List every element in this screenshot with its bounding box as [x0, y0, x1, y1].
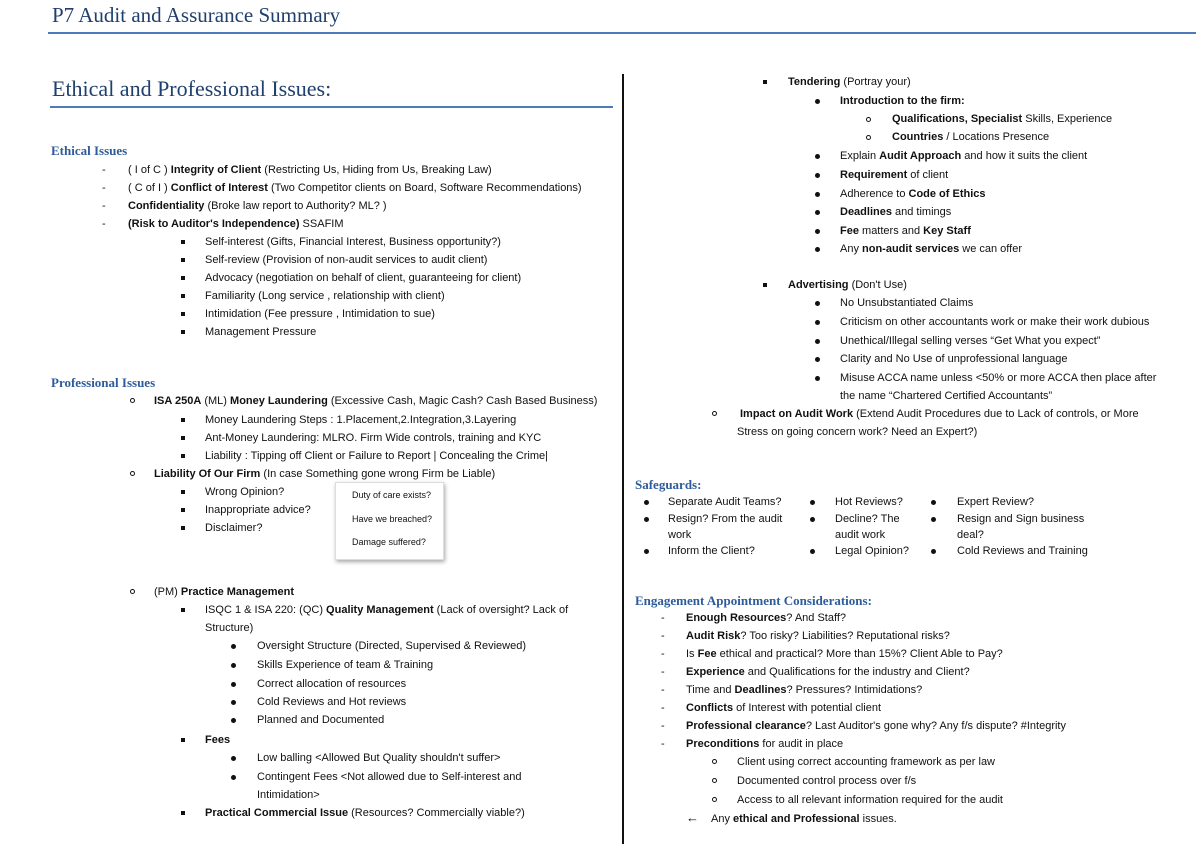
practice-management-item: (PM) Practice Management — [154, 586, 294, 598]
dot-bullet — [815, 154, 820, 159]
advertising-subitem: No Unsubstantiated Claims — [840, 297, 974, 309]
ethical-item: Confidentiality (Broke law report to Authority? ML? ) — [128, 200, 387, 212]
ethical-item: ( C of I ) Conflict of Interest (Two Competitor clients on Board, Software Recommendations) — [128, 182, 582, 194]
square-bullet — [181, 526, 185, 530]
engagement-item: Time and Deadlines? Pressures? Intimidations? — [686, 684, 923, 696]
dot-bullet — [815, 339, 820, 344]
dash-marker: - — [102, 164, 106, 176]
dot-bullet — [231, 663, 236, 668]
dot-bullet — [931, 549, 936, 554]
dot-bullet — [231, 718, 236, 723]
tendering-subitem: Any non-audit services we can offer — [840, 243, 1022, 255]
dash-marker: - — [661, 702, 665, 714]
isqc-item: ISQC 1 & ISA 220: (QC) Quality Management (Lack of oversight? Lack of — [205, 604, 569, 616]
isqc-subitem: Oversight Structure (Directed, Supervised & Reviewed) — [257, 640, 526, 652]
safeguard-item-continued: deal? — [957, 529, 984, 541]
dot-bullet — [815, 301, 820, 306]
liability-item: Liability Of Our Firm (In case Something gone wrong Firm be Liable) — [154, 468, 496, 480]
square-bullet — [181, 258, 185, 262]
threat-item: Intimidation (Fee pressure , Intimidation to sue) — [205, 308, 435, 320]
isqc-item-continued: Structure) — [205, 622, 254, 634]
dash-marker: - — [661, 684, 665, 696]
isqc-subitem: Correct allocation of resources — [257, 678, 407, 690]
precondition-item: Client using correct accounting framework as per law — [737, 756, 996, 768]
safeguard-item: Legal Opinion? — [835, 545, 910, 557]
square-bullet — [181, 454, 185, 458]
dash-marker: - — [661, 720, 665, 732]
dot-bullet — [810, 549, 815, 554]
engagement-last-item: Any ethical and Professional issues. — [711, 813, 897, 825]
tendering-subitem: Requirement of client — [840, 169, 949, 181]
square-bullet — [181, 490, 185, 494]
dash-marker: - — [661, 738, 665, 750]
safeguards-heading: Safeguards: — [635, 477, 702, 492]
safeguard-item: Expert Review? — [957, 496, 1035, 508]
impact-item-continued: Stress on going concern work? Need an Expert?) — [737, 426, 978, 438]
threat-item: Self-review (Provision of non-audit services to audit client) — [205, 254, 488, 266]
tendering-intro: Introduction to the firm: — [840, 95, 965, 107]
left-arrow-icon: ← — [686, 810, 699, 825]
safeguard-item: Hot Reviews? — [835, 496, 903, 508]
safeguard-item: Separate Audit Teams? — [668, 496, 782, 508]
square-bullet — [181, 312, 185, 316]
dot-bullet — [815, 357, 820, 362]
circle-bullet — [866, 135, 871, 140]
professional-issues-heading: Professional Issues — [51, 375, 156, 390]
dash-marker: - — [661, 612, 665, 624]
square-bullet — [181, 294, 185, 298]
advertising-subitem: Misuse ACCA name unless <50% or more ACCA then place after — [840, 372, 1157, 384]
isqc-subitem: Cold Reviews and Hot reviews — [257, 696, 407, 708]
safeguard-item: Resign and Sign business — [957, 513, 1085, 525]
engagement-item: Is Fee ethical and practical? More than 15%? Client Able to Pay? — [686, 648, 1003, 660]
square-bullet — [181, 508, 185, 512]
square-bullet — [181, 240, 185, 244]
dash-marker: - — [102, 200, 106, 212]
advertising-subitem-continued: the name “Chartered Certified Accountants” — [840, 390, 1053, 402]
threat-item: Advocacy (negotiation on behalf of client, guaranteeing for client) — [205, 272, 522, 284]
isqc-subitem: Skills Experience of team & Training — [257, 659, 434, 671]
money-laundering-item: ISA 250A (ML) Money Laundering (Excessive Cash, Magic Cash? Cash Based Business) — [154, 395, 598, 407]
title-underline — [48, 32, 1196, 34]
circle-bullet — [130, 398, 135, 403]
tendering-item: Tendering (Portray your) — [788, 76, 911, 88]
column-divider — [622, 74, 624, 844]
impact-item: Impact on Audit Work (Extend Audit Procedures due to Lack of controls, or More — [740, 408, 1139, 420]
advertising-subitem: Clarity and No Use of unprofessional language — [840, 353, 1068, 365]
advertising-subitem: Unethical/Illegal selling verses “Get What you expect” — [840, 335, 1101, 347]
engagement-heading: Engagement Appointment Considerations: — [635, 593, 872, 608]
precondition-item: Documented control process over f/s — [737, 775, 917, 787]
circle-bullet — [712, 411, 717, 416]
circle-bullet — [712, 759, 717, 764]
safeguard-item-continued: work — [668, 529, 692, 541]
dot-bullet — [815, 210, 820, 215]
engagement-item: Conflicts of Interest with potential client — [686, 702, 882, 714]
engagement-item: Audit Risk? Too risky? Liabilities? Reputational risks? — [686, 630, 950, 642]
liability-subitem: Inappropriate advice? — [205, 504, 311, 516]
dot-bullet — [231, 682, 236, 687]
dot-bullet — [231, 775, 236, 780]
advertising-subitem: Criticism on other accountants work or make their work dubious — [840, 316, 1150, 328]
duty-of-care-box — [335, 482, 444, 560]
fees-subitem-continued: Intimidation> — [257, 789, 320, 801]
square-bullet — [181, 330, 185, 334]
ethical-item: (Risk to Auditor's Independence) SSAFIM — [128, 218, 344, 230]
dot-bullet — [231, 644, 236, 649]
dot-bullet — [815, 229, 820, 234]
safeguard-item: Inform the Client? — [668, 545, 755, 557]
dash-marker: - — [661, 666, 665, 678]
dash-marker: - — [661, 648, 665, 660]
document-title: P7 Audit and Assurance Summary — [52, 3, 341, 27]
fees-subitem: Low balling <Allowed But Quality shouldn't suffer> — [257, 752, 501, 764]
tendering-subitem: Fee matters and Key Staff — [840, 225, 971, 237]
liability-subitem: Disclaimer? — [205, 522, 263, 534]
dash-marker: - — [102, 218, 106, 230]
dot-bullet — [815, 99, 820, 104]
safeguard-item: Resign? From the audit — [668, 513, 783, 525]
square-bullet — [181, 608, 185, 612]
circle-bullet — [130, 471, 135, 476]
dot-bullet — [231, 700, 236, 705]
ml-item: Liability : Tipping off Client or Failure to Report | Concealing the Crime| — [205, 450, 549, 462]
threat-item: Familiarity (Long service , relationship with client) — [205, 290, 445, 302]
dot-bullet — [815, 320, 820, 325]
engagement-item: Experience and Qualifications for the industry and Client? — [686, 666, 970, 678]
safeguard-item: Decline? The — [835, 513, 900, 525]
tendering-subitem: Deadlines and timings — [840, 206, 952, 218]
square-bullet — [181, 276, 185, 280]
dash-marker: - — [102, 182, 106, 194]
threat-item: Management Pressure — [205, 326, 317, 338]
dot-bullet — [810, 517, 815, 522]
section-underline — [50, 106, 613, 108]
tendering-intro-sub: Qualifications, Specialist Skills, Experience — [892, 113, 1113, 125]
dash-marker: - — [661, 630, 665, 642]
square-bullet — [763, 283, 767, 287]
ml-item: Ant-Money Laundering: MLRO. Firm Wide controls, training and KYC — [205, 432, 542, 444]
duty-box-line: Have we breached? — [352, 514, 433, 524]
safeguard-item: Cold Reviews and Training — [957, 545, 1088, 557]
square-bullet — [181, 418, 185, 422]
dot-bullet — [815, 376, 820, 381]
ethical-item: ( I of C ) Integrity of Client (Restricting Us, Hiding from Us, Breaking Law) — [128, 164, 492, 176]
fees-item: Fees — [205, 734, 231, 746]
ml-item: Money Laundering Steps : 1.Placement,2.Integration,3.Layering — [205, 414, 517, 426]
dot-bullet — [231, 756, 236, 761]
tendering-intro-sub: Countries / Locations Presence — [892, 131, 1050, 143]
threat-item: Self-interest (Gifts, Financial Interest, Business opportunity?) — [205, 236, 501, 248]
advertising-item: Advertising (Don't Use) — [788, 279, 907, 291]
engagement-item: Professional clearance? Last Auditor's gone why? Any f/s dispute? #Integrity — [686, 720, 1066, 732]
isqc-subitem: Planned and Documented — [257, 714, 385, 726]
dot-bullet — [815, 173, 820, 178]
dot-bullet — [815, 247, 820, 252]
square-bullet — [763, 80, 767, 84]
section-heading: Ethical and Professional Issues: — [52, 76, 332, 101]
tendering-subitem: Adherence to Code of Ethics — [840, 188, 986, 200]
fees-subitem: Contingent Fees <Not allowed due to Self-interest and — [257, 771, 522, 783]
square-bullet — [181, 738, 185, 742]
dot-bullet — [815, 192, 820, 197]
square-bullet — [181, 436, 185, 440]
circle-bullet — [130, 589, 135, 594]
dot-bullet — [644, 517, 649, 522]
tendering-subitem: Explain Audit Approach and how it suits the client — [840, 150, 1088, 162]
square-bullet — [181, 811, 185, 815]
circle-bullet — [712, 797, 717, 802]
circle-bullet — [712, 778, 717, 783]
dot-bullet — [931, 500, 936, 505]
precondition-item: Access to all relevant information required for the audit — [737, 794, 1003, 806]
safeguard-item-continued: audit work — [835, 529, 886, 541]
engagement-item: Enough Resources? And Staff? — [686, 612, 846, 624]
dot-bullet — [644, 549, 649, 554]
circle-bullet — [866, 117, 871, 122]
liability-subitem: Wrong Opinion? — [205, 486, 285, 498]
engagement-item: Preconditions for audit in place — [686, 738, 844, 750]
dot-bullet — [931, 517, 936, 522]
practical-commercial-item: Practical Commercial Issue (Resources? Commercially viable?) — [205, 807, 525, 819]
dot-bullet — [644, 500, 649, 505]
duty-box-line: Duty of care exists? — [352, 490, 432, 500]
dot-bullet — [810, 500, 815, 505]
ethical-issues-heading: Ethical Issues — [51, 143, 128, 158]
duty-box-line: Damage suffered? — [352, 537, 426, 547]
